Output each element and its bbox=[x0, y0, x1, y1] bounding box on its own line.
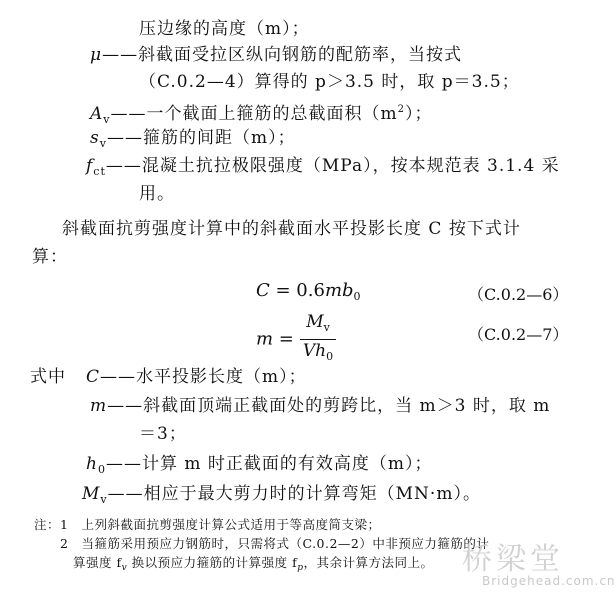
note-2: 2 当箍筋采用预应力钢筋时，只需将式（C.0.2—2）中非预应力箍筋的计 bbox=[34, 536, 490, 551]
fraction-numerator bbox=[300, 312, 336, 340]
definition-text: ——水平投影长度（m）； bbox=[100, 367, 307, 387]
text-segment: ，其余计算方法同上。 bbox=[303, 555, 434, 570]
formula-var: m bbox=[324, 280, 343, 301]
paragraph-line bbox=[32, 246, 68, 268]
definition-c bbox=[30, 366, 307, 388]
definition-m bbox=[90, 395, 550, 417]
watermark-logo: 桥梁堂 bbox=[462, 542, 564, 577]
definition-text: ——相应于最大剪力时的计算弯矩（MN·m）。 bbox=[107, 484, 481, 504]
text-line bbox=[139, 423, 187, 445]
symbol: C bbox=[86, 367, 101, 387]
formula-lhs: m bbox=[256, 328, 274, 350]
lead-text: 式中 bbox=[30, 367, 66, 387]
text-segment: 算强度 f bbox=[34, 555, 122, 570]
text-line bbox=[139, 71, 520, 93]
text-segment: （C.0.2—4）算得的 p＞3.5 时，取 p＝3.5； bbox=[139, 72, 520, 92]
subscript: p bbox=[297, 563, 304, 573]
definition-text: ——箍筋的间距（m）； bbox=[106, 128, 296, 148]
paragraph-line bbox=[62, 218, 521, 240]
definition-mv bbox=[82, 483, 481, 511]
formula-var: b bbox=[342, 280, 354, 301]
subscript: v bbox=[103, 113, 111, 126]
text-segment: 用。 bbox=[139, 184, 175, 204]
definition-h0 bbox=[86, 453, 433, 481]
text-segment: 算： bbox=[32, 247, 68, 267]
superscript: 2 bbox=[397, 104, 405, 115]
definition-text: ——混凝土抗拉极限强度（MPa），按本规范表 3.1.4 采 bbox=[105, 156, 560, 176]
formula-var: Vh bbox=[302, 341, 327, 361]
formula-eq: = bbox=[273, 328, 294, 350]
equation-label: （C.0.2—7） bbox=[468, 325, 569, 344]
text-segment: ）； bbox=[405, 104, 433, 124]
symbol: s bbox=[90, 128, 100, 148]
definition-text: ——一个截面上箍筋的总截面积（m bbox=[110, 104, 398, 124]
text-line bbox=[139, 18, 310, 40]
text-segment: ＝3； bbox=[139, 424, 187, 444]
symbol: f bbox=[86, 156, 94, 176]
text-segment: 斜截面抗剪强度计算中的斜截面水平投影长度 C 按下式计 bbox=[62, 219, 521, 239]
symbol: A bbox=[90, 104, 104, 124]
subscript: v bbox=[99, 137, 107, 150]
formula-eq: = 0.6 bbox=[269, 280, 325, 301]
text-segment: 换以预应力箍筋的计算强度 f bbox=[127, 555, 298, 570]
definition-text: ——斜截面受拉区纵向钢筋的配筋率，当按式 bbox=[102, 45, 463, 65]
subscript: v bbox=[121, 563, 128, 573]
symbol: μ bbox=[90, 45, 103, 65]
symbol: h bbox=[86, 454, 98, 474]
formula-c027 bbox=[256, 312, 336, 367]
fraction-denominator bbox=[300, 340, 336, 367]
subscript: ct bbox=[93, 165, 106, 178]
definition-text: ——斜截面顶端正截面处的剪跨比，当 m＞3 时，取 m bbox=[107, 396, 551, 416]
subscript: v bbox=[323, 321, 330, 334]
definition-text: ——计算 m 时正截面的有效高度（m）； bbox=[105, 454, 433, 474]
watermark-url: Bridgehead.com.cn bbox=[482, 574, 616, 588]
text-segment: 压边缘的高度（m）； bbox=[139, 19, 310, 39]
formula-c026 bbox=[256, 280, 361, 303]
note-1: 注：1 上列斜截面抗剪强度计算公式适用于等高度简支梁； bbox=[34, 517, 381, 532]
formula-var: M bbox=[306, 312, 324, 332]
note-2-continued bbox=[34, 554, 434, 577]
subscript: v bbox=[100, 493, 108, 506]
symbol: m bbox=[90, 396, 108, 416]
text-line bbox=[139, 183, 175, 205]
formula-lhs: C bbox=[256, 280, 270, 301]
fraction bbox=[300, 312, 336, 367]
subscript: 0 bbox=[97, 463, 106, 476]
definition-sv bbox=[90, 127, 296, 155]
definition-fct bbox=[86, 155, 560, 183]
subscript: 0 bbox=[353, 290, 361, 303]
equation-label: （C.0.2—6） bbox=[468, 285, 569, 304]
symbol: M bbox=[82, 484, 101, 504]
subscript: 0 bbox=[326, 350, 334, 363]
definition-mu bbox=[90, 44, 462, 66]
